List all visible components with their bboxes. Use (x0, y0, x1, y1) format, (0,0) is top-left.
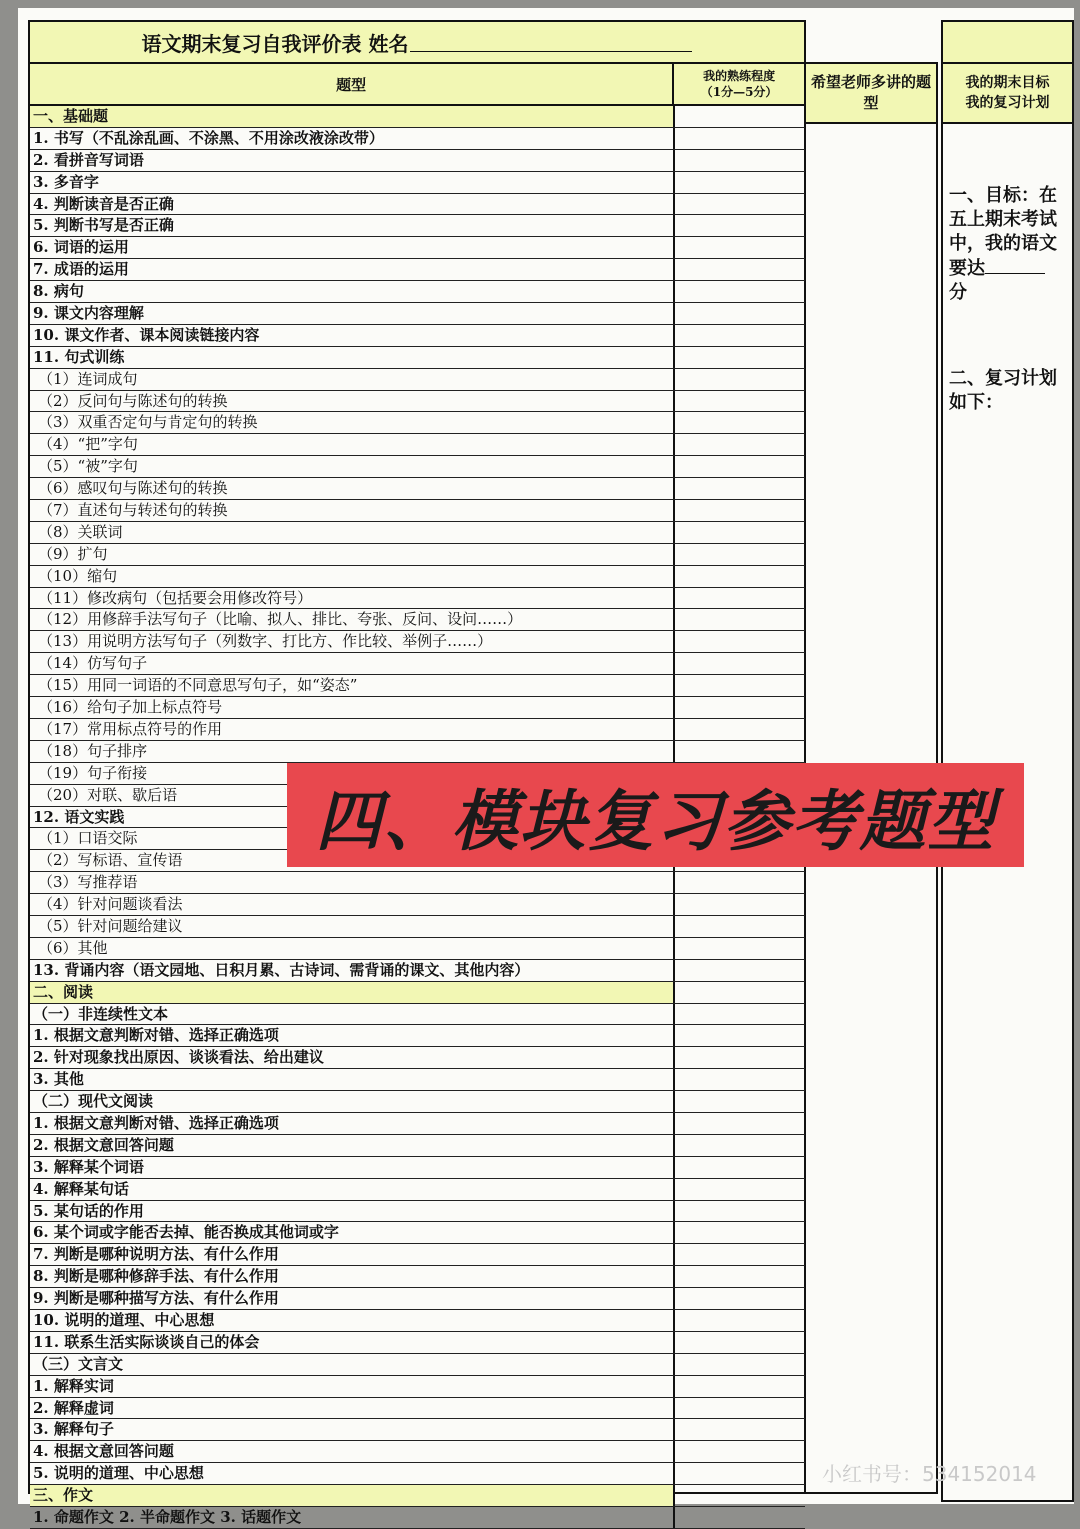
row-type-cell: 2. 针对现象找出原因、谈谈看法、给出建议 (30, 1047, 675, 1068)
row-familiarity-cell[interactable] (675, 675, 805, 696)
table-row (30, 1441, 805, 1463)
row-familiarity-cell[interactable] (675, 1310, 805, 1331)
row-type-cell: 1. 命题作文 2. 半命题作文 3. 话题作文 (30, 1507, 675, 1528)
row-familiarity-cell[interactable] (675, 1376, 805, 1397)
row-familiarity-cell[interactable] (675, 1179, 805, 1200)
row-familiarity-cell[interactable] (675, 412, 805, 433)
table-row (30, 281, 805, 303)
row-type-cell: （19）句子衔接 (30, 763, 675, 784)
row-familiarity-cell[interactable] (675, 522, 805, 543)
row-type-cell: 11. 联系生活实际谈谈自己的体会 (30, 1332, 675, 1353)
row-familiarity-cell[interactable] (675, 391, 805, 412)
row-type-cell: （2）写标语、宣传语 (30, 850, 675, 871)
row-type-cell: 1. 解释实词 (30, 1376, 675, 1397)
title-text: 语文期末复习自我评价表 姓名 (141, 31, 409, 56)
row-type-cell: 三、作文 (30, 1485, 675, 1506)
table-row (30, 653, 805, 675)
row-familiarity-cell[interactable] (675, 478, 805, 499)
row-type-cell: 3. 其他 (30, 1069, 675, 1090)
table-row (30, 1354, 805, 1376)
row-type-cell: 6. 某个词或字能否去掉、能否换成其他词或字 (30, 1222, 675, 1243)
table-row (30, 391, 805, 413)
row-type-cell: 5. 说明的道理、中心思想 (30, 1463, 675, 1484)
row-familiarity-cell[interactable] (675, 631, 805, 652)
table-row (30, 675, 805, 697)
row-familiarity-cell[interactable] (675, 1244, 805, 1265)
table-row (30, 1135, 805, 1157)
row-type-cell: （2）反问句与陈述句的转换 (30, 391, 675, 412)
table-row (30, 1069, 805, 1091)
name-blank[interactable] (410, 32, 692, 52)
row-familiarity-cell[interactable] (675, 544, 805, 565)
table-row (30, 1113, 805, 1135)
row-type-cell: （6）感叹句与陈述句的转换 (30, 478, 675, 499)
review-table (28, 20, 806, 1526)
table-row (30, 500, 805, 522)
table-row (30, 588, 805, 610)
row-familiarity-cell[interactable] (675, 194, 805, 215)
row-familiarity-cell[interactable] (675, 1266, 805, 1287)
row-type-cell: 3. 解释句子 (30, 1419, 675, 1440)
row-type-cell: （17）常用标点符号的作用 (30, 719, 675, 740)
table-row (30, 609, 805, 631)
row-familiarity-cell[interactable] (675, 259, 805, 280)
row-type-cell: 11. 句式训练 (30, 347, 675, 368)
row-familiarity-cell[interactable] (675, 281, 805, 302)
table-row (30, 1332, 805, 1354)
row-familiarity-cell[interactable] (675, 741, 805, 762)
row-familiarity-cell[interactable] (675, 960, 805, 981)
row-familiarity-cell[interactable] (675, 566, 805, 587)
row-familiarity-cell[interactable] (675, 916, 805, 937)
goal-top-blank (943, 22, 1072, 64)
header-type: 题型 (30, 64, 674, 104)
row-familiarity-cell[interactable] (675, 719, 805, 740)
row-familiarity-cell[interactable] (675, 1222, 805, 1243)
row-familiarity-cell[interactable] (675, 1157, 805, 1178)
row-familiarity-cell[interactable] (675, 500, 805, 521)
row-type-cell: （三）文言文 (30, 1354, 675, 1375)
row-familiarity-cell[interactable] (675, 1113, 805, 1134)
table-row (30, 128, 805, 150)
table-row (30, 894, 805, 916)
row-familiarity-cell[interactable] (675, 1463, 805, 1484)
row-type-cell: （11）修改病句（包括要会用修改符号） (30, 588, 675, 609)
table-row (30, 1310, 805, 1332)
row-familiarity-cell[interactable] (675, 347, 805, 368)
row-type-cell: （5）“被”字句 (30, 456, 675, 477)
row-type-cell: 10. 课文作者、课本阅读链接内容 (30, 325, 675, 346)
row-type-cell: 6. 词语的运用 (30, 237, 675, 258)
goal-text (949, 184, 1066, 305)
goal-column (941, 20, 1074, 1502)
row-type-cell: （13）用说明方法写句子（列数字、打比方、作比较、举例子……） (30, 631, 675, 652)
table-row (30, 369, 805, 391)
row-familiarity-cell[interactable] (675, 237, 805, 258)
row-type-cell: 3. 解释某个词语 (30, 1157, 675, 1178)
row-type-cell: （4）针对问题谈看法 (30, 894, 675, 915)
table-row (30, 697, 805, 719)
row-familiarity-cell[interactable] (675, 434, 805, 455)
header-goal-line1: 我的期末目标 (965, 75, 1050, 91)
row-familiarity-cell[interactable] (675, 456, 805, 477)
table-row (30, 259, 805, 281)
row-type-cell: （10）缩句 (30, 566, 675, 587)
table-row (30, 1419, 805, 1441)
row-type-cell: （8）关联词 (30, 522, 675, 543)
header-goal-line2: 我的复习计划 (965, 95, 1050, 111)
row-type-cell: 2. 解释虚词 (30, 1398, 675, 1419)
table-row (30, 1398, 805, 1420)
row-familiarity-cell[interactable] (675, 1288, 805, 1309)
row-type-cell: 2. 看拼音写词语 (30, 150, 675, 171)
table-row (30, 1004, 805, 1026)
goal-suffix: 分 (949, 282, 967, 303)
row-type-cell: （6）其他 (30, 938, 675, 959)
score-blank[interactable] (985, 256, 1045, 274)
plan-area (943, 124, 1072, 415)
row-familiarity-cell[interactable] (675, 872, 805, 893)
row-type-cell: 1. 根据文意判断对错、选择正确选项 (30, 1113, 675, 1134)
row-type-cell: 7. 成语的运用 (30, 259, 675, 280)
row-familiarity-cell[interactable] (675, 1025, 805, 1046)
row-familiarity-cell[interactable] (675, 1441, 805, 1462)
row-familiarity-cell[interactable] (675, 1047, 805, 1068)
header-familiarity-line1: 我的熟练程度 (703, 69, 776, 83)
row-familiarity-cell[interactable] (675, 1091, 805, 1112)
row-type-cell: （9）扩句 (30, 544, 675, 565)
table-row (30, 719, 805, 741)
row-type-cell: 5. 某句话的作用 (30, 1201, 675, 1222)
row-familiarity-cell[interactable] (675, 128, 805, 149)
table-row (30, 347, 805, 369)
table-row (30, 150, 805, 172)
row-familiarity-cell[interactable] (675, 1135, 805, 1156)
table-row (30, 916, 805, 938)
row-type-cell: 二、阅读 (30, 982, 675, 1003)
row-familiarity-cell[interactable] (675, 609, 805, 630)
table-row (30, 1222, 805, 1244)
row-type-cell: （5）针对问题给建议 (30, 916, 675, 937)
table-row (30, 456, 805, 478)
row-type-cell: 12. 语文实践 (30, 807, 675, 828)
row-type-cell: （7）直述句与转述句的转换 (30, 500, 675, 521)
table-row (30, 478, 805, 500)
row-type-cell: 4. 解释某句话 (30, 1179, 675, 1200)
row-type-cell: （4）“把”字句 (30, 434, 675, 455)
table-row (30, 1025, 805, 1047)
table-row (30, 522, 805, 544)
row-familiarity-cell[interactable] (675, 303, 805, 324)
row-type-cell: （3）双重否定句与肯定句的转换 (30, 412, 675, 433)
row-type-cell: （3）写推荐语 (30, 872, 675, 893)
table-row (30, 194, 805, 216)
table-row (30, 412, 805, 434)
row-type-cell: （14）仿写句子 (30, 653, 675, 674)
table-row (30, 1376, 805, 1398)
row-type-cell: （12）用修辞手法写句子（比喻、拟人、排比、夸张、反问、设问……） (30, 609, 675, 630)
row-familiarity-cell[interactable] (675, 325, 805, 346)
table-row (30, 1507, 805, 1529)
table-row (30, 1201, 805, 1223)
row-type-cell: 4. 根据文意回答问题 (30, 1441, 675, 1462)
row-type-cell: 10. 说明的道理、中心思想 (30, 1310, 675, 1331)
row-type-cell: 3. 多音字 (30, 172, 675, 193)
watermark: 小红书号：534152014 (822, 1462, 1037, 1486)
table-row (30, 741, 805, 763)
table-row (30, 544, 805, 566)
table-row (30, 938, 805, 960)
table-row (30, 106, 805, 128)
row-type-cell: 7. 判断是哪种说明方法、有什么作用 (30, 1244, 675, 1265)
table-header (30, 64, 804, 106)
row-type-cell: （1）连词成句 (30, 369, 675, 390)
table-row (30, 1157, 805, 1179)
row-type-cell: 1. 书写（不乱涂乱画、不涂黑、不用涂改液涂改带） (30, 128, 675, 149)
row-familiarity-cell[interactable] (675, 1069, 805, 1090)
table-row (30, 303, 805, 325)
row-familiarity-cell[interactable] (675, 697, 805, 718)
table-row (30, 237, 805, 259)
row-type-cell: 1. 根据文意判断对错、选择正确选项 (30, 1025, 675, 1046)
table-title (30, 22, 804, 64)
table-row (30, 1485, 805, 1507)
header-familiarity-line2: （1分—5分） (700, 85, 778, 99)
row-type-cell: （18）句子排序 (30, 741, 675, 762)
table-row (30, 631, 805, 653)
table-row (30, 1179, 805, 1201)
row-familiarity-cell[interactable] (675, 894, 805, 915)
table-row (30, 1244, 805, 1266)
row-familiarity-cell[interactable] (675, 938, 805, 959)
row-familiarity-cell[interactable] (675, 1004, 805, 1025)
row-type-cell: 8. 判断是哪种修辞手法、有什么作用 (30, 1266, 675, 1287)
row-type-cell: 5. 判断书写是否正确 (30, 215, 675, 236)
table-row (30, 1266, 805, 1288)
header-teacher: 希望老师多讲的题型 (806, 64, 936, 124)
row-type-cell: （一）非连续性文本 (30, 1004, 675, 1025)
row-familiarity-cell[interactable] (675, 1354, 805, 1375)
table-row (30, 215, 805, 237)
row-type-cell: 一、基础题 (30, 106, 675, 127)
table-row (30, 325, 805, 347)
row-familiarity-cell[interactable] (675, 369, 805, 390)
row-type-cell: （20）对联、歇后语 (30, 785, 675, 806)
row-familiarity-cell[interactable] (675, 982, 805, 1003)
row-familiarity-cell[interactable] (675, 653, 805, 674)
header-familiarity (674, 64, 804, 104)
row-familiarity-cell[interactable] (675, 588, 805, 609)
table-row (30, 1463, 805, 1485)
row-familiarity-cell[interactable] (675, 1485, 805, 1506)
table-row (30, 1288, 805, 1310)
table-row (30, 960, 805, 982)
row-familiarity-cell[interactable] (675, 1332, 805, 1353)
row-type-cell: （1）口语交际 (30, 828, 675, 849)
row-familiarity-cell[interactable] (675, 172, 805, 193)
overlay-banner (287, 763, 1024, 867)
row-type-cell: 9. 课文内容理解 (30, 303, 675, 324)
table-row (30, 1047, 805, 1069)
row-type-cell: 4. 判断读音是否正确 (30, 194, 675, 215)
row-type-cell: 2. 根据文意回答问题 (30, 1135, 675, 1156)
table-row (30, 566, 805, 588)
row-type-cell: （15）用同一词语的不同意思写句子，如“姿态” (30, 675, 675, 696)
table-row (30, 1091, 805, 1113)
row-familiarity-cell[interactable] (675, 1398, 805, 1419)
goal-prefix: 一、目标：在五上期末考试中，我的语文要达 (949, 185, 1057, 279)
row-type-cell: 13. 背诵内容（语文园地、日积月累、古诗词、需背诵的课文、其他内容） (30, 960, 675, 981)
row-familiarity-cell[interactable] (675, 150, 805, 171)
header-goal (943, 64, 1072, 124)
row-familiarity-cell[interactable] (675, 1507, 805, 1528)
table-row (30, 872, 805, 894)
row-type-cell: （二）现代文阅读 (30, 1091, 675, 1112)
table-row (30, 434, 805, 456)
row-type-cell: 8. 病句 (30, 281, 675, 302)
row-familiarity-cell[interactable] (675, 1201, 805, 1222)
table-row (30, 982, 805, 1004)
banner-text: 四、模块复习参考题型 (315, 782, 996, 860)
row-familiarity-cell[interactable] (675, 215, 805, 236)
row-familiarity-cell[interactable] (675, 106, 805, 127)
row-type-cell: （16）给句子加上标点符号 (30, 697, 675, 718)
table-row (30, 172, 805, 194)
plan-text: 二、复习计划如下： (949, 368, 1057, 413)
row-familiarity-cell[interactable] (675, 1419, 805, 1440)
row-type-cell: 9. 判断是哪种描写方法、有什么作用 (30, 1288, 675, 1309)
